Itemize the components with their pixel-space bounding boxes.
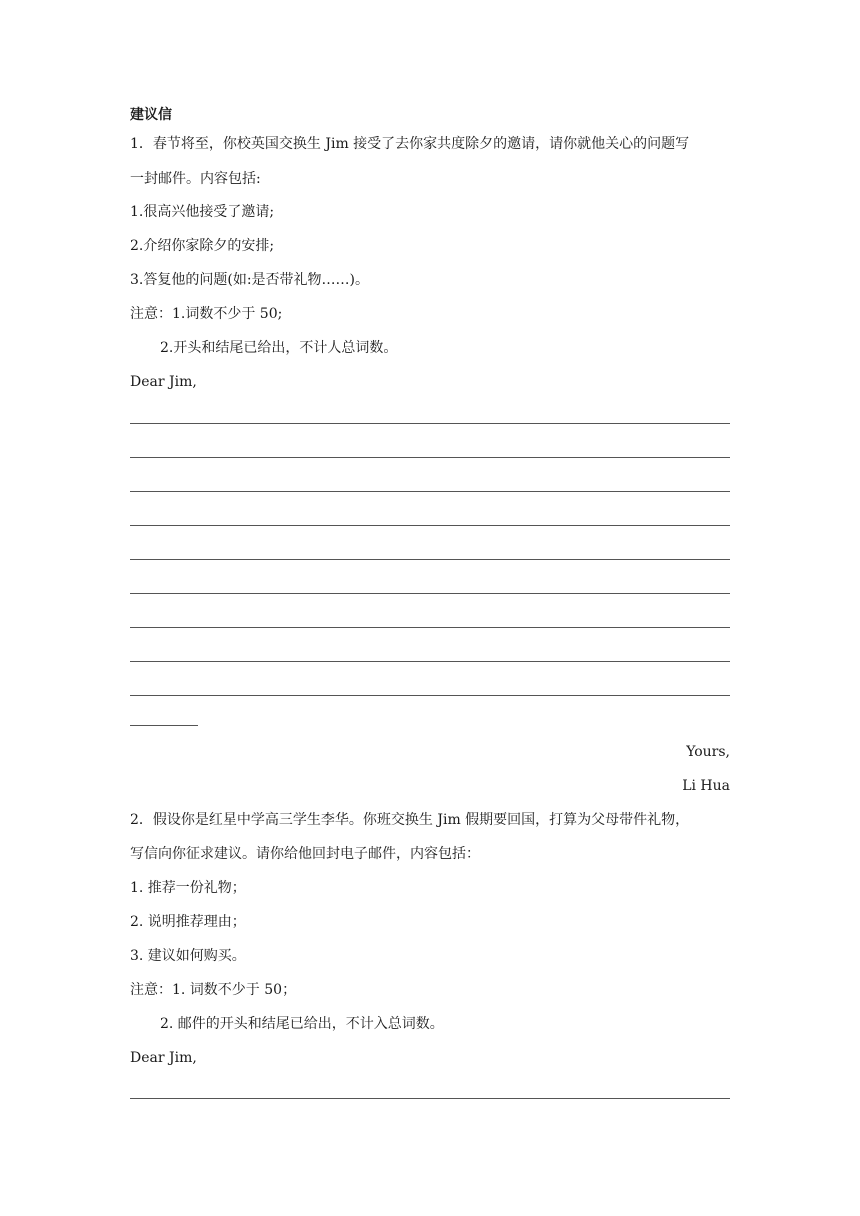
q2-note-1: 注意：1. 词数不少于 50；	[130, 982, 297, 998]
q2-prompt-line-2: 写信向你征求建议。请你给他回封电子邮件，内容包括：	[130, 846, 480, 862]
q2-item-2: 2. 说明推荐理由；	[130, 914, 246, 930]
section-heading: 建议信	[130, 107, 172, 123]
q1-writing-line	[130, 627, 730, 628]
q1-writing-line	[130, 593, 730, 594]
q1-writing-line	[130, 695, 730, 696]
q2-writing-line	[130, 1098, 730, 1099]
q1-item-1: 1.很高兴他接受了邀请;	[130, 204, 275, 220]
q1-signature: Li Hua	[682, 778, 730, 794]
q1-writing-line-short	[130, 725, 198, 726]
q1-closing: Yours,	[686, 744, 730, 760]
q2-greeting: Dear Jim,	[130, 1050, 197, 1066]
q1-prompt-line-1: 1．春节将至，你校英国交换生 Jim 接受了去你家共度除夕的邀请，请你就他关心的问题写	[130, 136, 690, 152]
q1-note-1: 注意：1.词数不少于 50;	[130, 306, 283, 322]
q1-note-2: 2.开头和结尾已给出，不计人总词数。	[160, 340, 398, 356]
q1-writing-line	[130, 661, 730, 662]
q2-item-3: 3. 建议如何购买。	[130, 948, 246, 964]
q1-greeting: Dear Jim,	[130, 374, 197, 390]
q2-item-1: 1. 推荐一份礼物；	[130, 880, 246, 896]
q1-writing-line	[130, 491, 730, 492]
q1-writing-line	[130, 525, 730, 526]
q2-note-2: 2. 邮件的开头和结尾已给出，不计入总词数。	[160, 1016, 444, 1032]
q2-prompt-line-1: 2．假设你是红星中学高三学生李华。你班交换生 Jim 假期要回国，打算为父母带件礼物，	[130, 812, 690, 828]
q1-prompt-line-2: 一封邮件。内容包括:	[130, 171, 261, 187]
q1-writing-line	[130, 457, 730, 458]
q1-item-3: 3.答复他的问题(如:是否带礼物……)。	[130, 272, 369, 288]
q1-item-2: 2.介绍你家除夕的安排;	[130, 238, 275, 254]
q1-writing-line	[130, 423, 730, 424]
q1-writing-line	[130, 559, 730, 560]
